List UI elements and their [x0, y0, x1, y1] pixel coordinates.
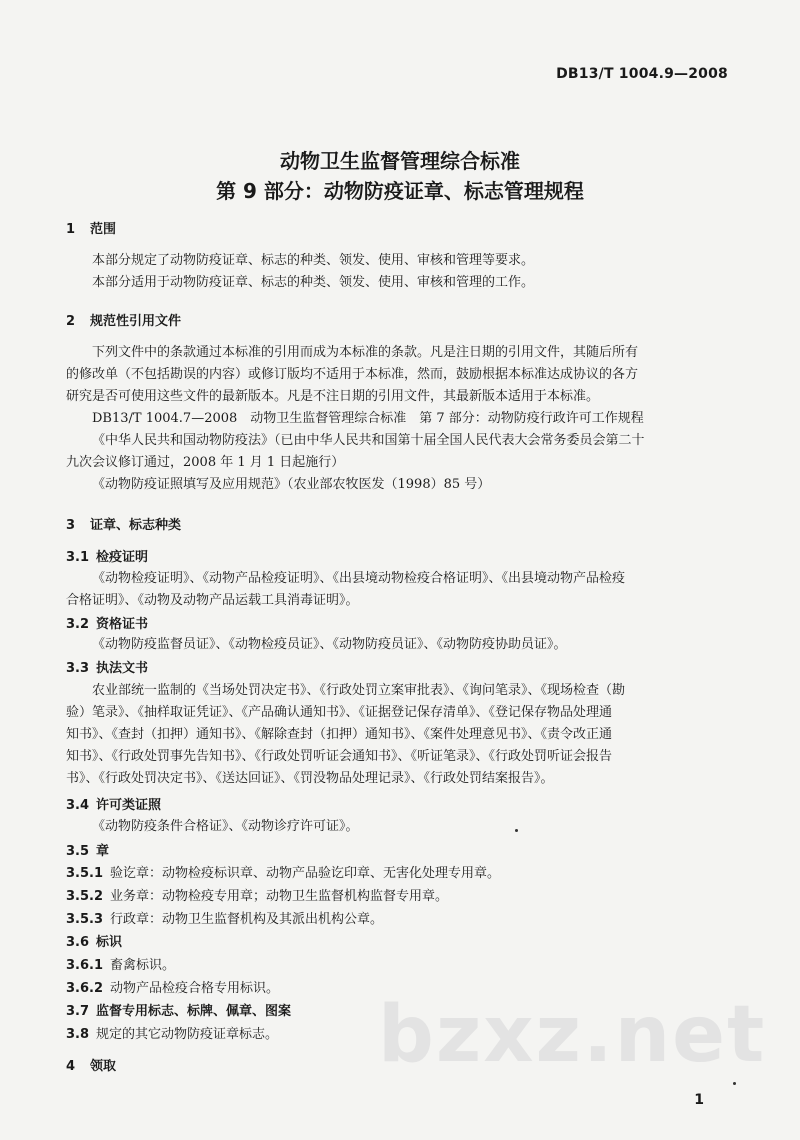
section-number: 3: [66, 518, 76, 533]
paragraph: 本部分规定了动物防疫证章、标志的种类、领发、使用、审核和管理等要求。: [92, 253, 535, 268]
reference-item: 《动物防疫证照填写及应用规范》（农业部农牧医发（1998）85 号）: [92, 477, 491, 492]
paragraph-line: 的修改单（不包括勘误的内容）或修订版均不适用于本标准，然而，鼓励根据本标准达成协议的各方: [66, 367, 639, 382]
paragraph-line: 知书》、《行政处罚事先告知书》、《行政处罚听证会通知书》、《听证笔录》、《行政处罚听证会报告: [66, 749, 613, 764]
section-title: 领取: [90, 1059, 117, 1074]
paragraph-line: 验）笔录》、《抽样取证凭证》、《产品确认通知书》、《证据登记保存清单》、《登记保存物品处理通: [66, 705, 613, 720]
subsection-3-5-heading: 3.5 章: [66, 844, 110, 859]
section-title: 范围: [90, 222, 117, 237]
scan-speck: [733, 1082, 736, 1085]
section-4-heading: [66, 1055, 116, 1074]
subsection-3-3-heading: 3.3 执法文书: [66, 661, 149, 676]
item-3-5-3: 3.5.3 行政章：动物卫生监督机构及其派出机构公章。: [66, 912, 384, 927]
paragraph-line: 合格证明》、《动物及动物产品运载工具消毒证明》。: [66, 593, 359, 608]
subsection-3-7-heading: 3.7 监督专用标志、标牌、佩章、图案: [66, 1004, 292, 1019]
paragraph-line: 下列文件中的条款通过本标准的引用而成为本标准的条款。凡是注日期的引用文件，其随后所有: [92, 345, 639, 360]
section-2-heading: [66, 310, 181, 329]
subsection-3-8: 3.8 规定的其它动物防疫证章标志。: [66, 1027, 279, 1042]
section-title: 证章、标志种类: [90, 518, 182, 533]
subsection-3-1-heading: 3.1 检疫证明: [66, 550, 149, 565]
paragraph-line: 《动物防疫条件合格证》、《动物诊疗许可证》。: [92, 819, 359, 834]
section-number: 2: [66, 314, 76, 329]
section-number: 4: [66, 1059, 76, 1074]
scan-speck: [515, 829, 518, 832]
item-3-5-2: 3.5.2 业务章：动物检疫专用章；动物卫生监督机构监督专用章。: [66, 889, 449, 904]
document-title-line2: 第 9 部分：动物防疫证章、标志管理规程: [216, 179, 584, 203]
page-number: 1: [694, 1092, 704, 1108]
paragraph-line: 知书》、《查封（扣押）通知书》、《解除查封（扣押）通知书》、《案件处理意见书》、《责令改正通: [66, 727, 613, 742]
paragraph-line: 书》、《行政处罚决定书》、《送达回证》、《罚没物品处理记录》、《行政处罚结案报告》。: [66, 771, 554, 786]
reference-item-continued: 九次会议修订通过，2008 年 1 月 1 日起施行）: [66, 455, 345, 470]
subsection-3-6-heading: 3.6 标识: [66, 935, 123, 950]
subsection-3-4-heading: 3.4 许可类证照: [66, 798, 162, 813]
reference-item: 《中华人民共和国动物防疫法》（已由中华人民共和国第十届全国人民代表大会常务委员会第二十: [92, 433, 645, 448]
section-number: 1: [66, 222, 76, 237]
paragraph-line: 《动物检疫证明》、《动物产品检疫证明》、《出县境动物检疫合格证明》、《出县境动物产品检疫: [92, 571, 626, 586]
paragraph: 本部分适用于动物防疫证章、标志的种类、领发、使用、审核和管理的工作。: [92, 275, 535, 290]
section-3-heading: [66, 514, 181, 533]
paragraph-line: 研究是否可使用这些文件的最新版本。凡是不注日期的引用文件，其最新版本适用于本标准。: [66, 389, 600, 404]
item-3-5-1: 3.5.1 验讫章：动物检疫标识章、动物产品验讫印章、无害化处理专用章。: [66, 866, 501, 881]
document-title-line1: 动物卫生监督管理综合标准: [280, 149, 520, 173]
reference-item: DB13/T 1004.7—2008 动物卫生监督管理综合标准 第 7 部分：动物防疫行政许可工作规程: [92, 411, 644, 426]
paragraph-line: 农业部统一监制的《当场处罚决定书》、《行政处罚立案审批表》、《询问笔录》、《现场检查（勘: [92, 683, 626, 698]
section-title: 规范性引用文件: [90, 314, 182, 329]
section-1-heading: [66, 218, 116, 237]
subsection-3-2-heading: 3.2 资格证书: [66, 617, 149, 632]
paragraph-line: 《动物防疫监督员证》、《动物检疫员证》、《动物防疫员证》、《动物防疫协助员证》。: [92, 637, 567, 652]
watermark: bzxz.net: [378, 990, 767, 1080]
standard-code: DB13/T 1004.9—2008: [556, 66, 728, 82]
item-3-6-1: 3.6.1 畜禽标识。: [66, 958, 176, 973]
item-3-6-2: 3.6.2 动物产品检疫合格专用标识。: [66, 981, 280, 996]
